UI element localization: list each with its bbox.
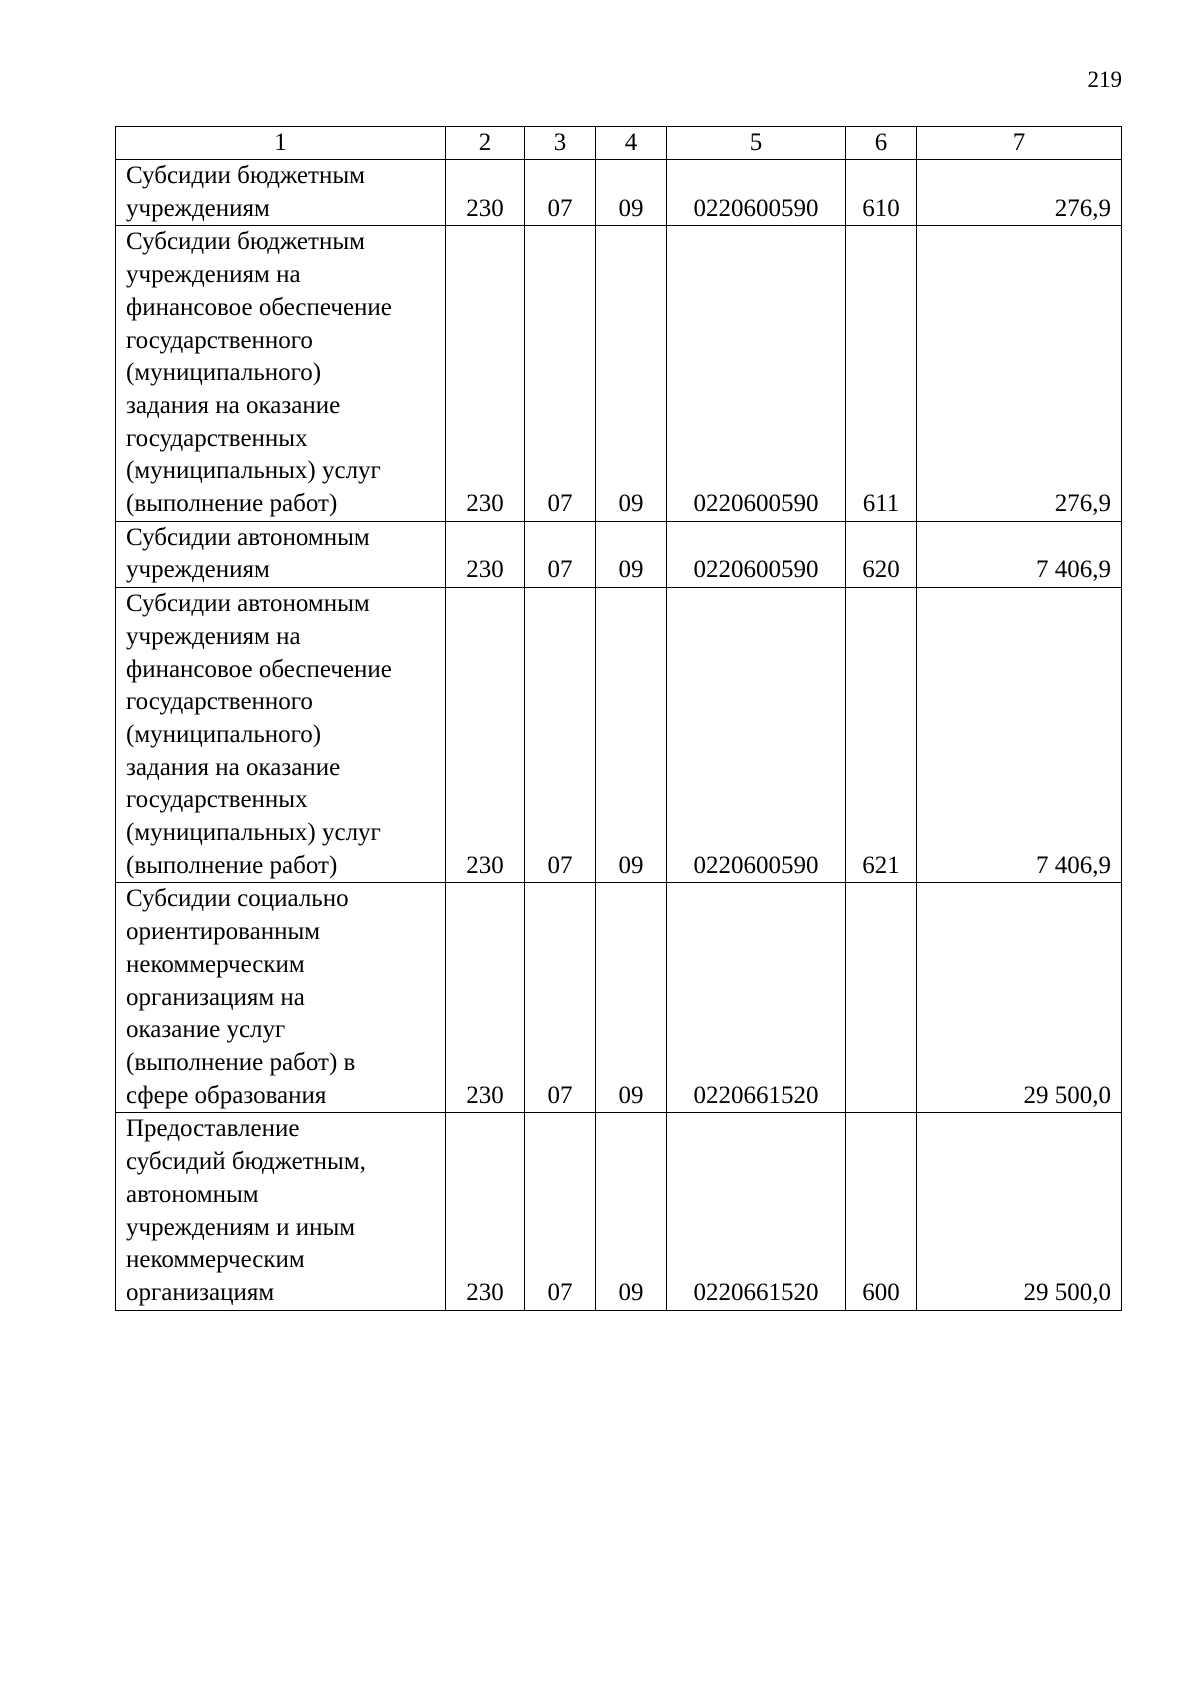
row-name-line: финансовое обеспечение xyxy=(126,293,392,321)
target-article-cell: 0220661520 xyxy=(667,1113,846,1310)
subsection-cell: 09 xyxy=(596,160,667,226)
target-article-cell: 0220600590 xyxy=(667,226,846,521)
row-name-line: организациям xyxy=(126,1278,275,1306)
subsection-cell: 09 xyxy=(596,1113,667,1310)
row-name-line: Субсидии автономным xyxy=(126,523,370,551)
row-name-line: учреждениям xyxy=(126,556,270,584)
row-name-line: Предоставление xyxy=(126,1115,300,1143)
row-name-line: учреждениям на xyxy=(126,622,301,650)
expense-type-cell: 621 xyxy=(846,588,917,883)
header-cell: 4 xyxy=(596,127,667,160)
row-name-line: (выполнение работ) xyxy=(126,490,338,518)
expense-type-cell: 620 xyxy=(846,521,917,587)
row-name-line: учреждениям xyxy=(126,194,270,222)
row-name-line: задания на оказание xyxy=(126,391,341,419)
section-cell: 07 xyxy=(525,521,596,587)
amount-cell: 7 406,9 xyxy=(917,588,1122,883)
row-name-line: (муниципального) xyxy=(126,720,322,748)
section-cell: 07 xyxy=(525,160,596,226)
row-name-line: автономным xyxy=(126,1180,259,1208)
row-name-line: государственных xyxy=(126,424,308,452)
header-cell: 7 xyxy=(917,127,1122,160)
row-name-line: Субсидии социально xyxy=(126,885,349,913)
section-cell: 07 xyxy=(525,588,596,883)
subsection-cell: 09 xyxy=(596,588,667,883)
table-row xyxy=(116,1113,1122,1310)
code-cell: 230 xyxy=(446,521,525,587)
row-name-line: некоммерческим xyxy=(126,1246,305,1274)
row-name-line: Субсидии бюджетным xyxy=(126,162,365,189)
row-name-cell xyxy=(116,883,446,1113)
row-name-line: учреждениям на xyxy=(126,261,301,289)
amount-cell: 29 500,0 xyxy=(917,883,1122,1113)
target-article-cell: 0220661520 xyxy=(667,883,846,1113)
header-cell: 5 xyxy=(667,127,846,160)
row-name-line: сфере образования xyxy=(126,1081,327,1109)
expense-type-cell: 611 xyxy=(846,226,917,521)
header-cell: 3 xyxy=(525,127,596,160)
table-row xyxy=(116,521,1122,587)
target-article-cell: 0220600590 xyxy=(667,521,846,587)
row-name-line: Субсидии бюджетным xyxy=(126,228,365,256)
section-cell: 07 xyxy=(525,1113,596,1310)
header-cell: 6 xyxy=(846,127,917,160)
row-name-line: задания на оказание xyxy=(126,753,341,781)
section-cell: 07 xyxy=(525,883,596,1113)
subsection-cell: 09 xyxy=(596,521,667,587)
row-name-cell xyxy=(116,226,446,521)
table-row xyxy=(116,160,1122,226)
code-cell: 230 xyxy=(446,160,525,226)
subsection-cell: 09 xyxy=(596,883,667,1113)
row-name-line: государственных xyxy=(126,786,308,814)
target-article-cell: 0220600590 xyxy=(667,588,846,883)
row-name-cell xyxy=(116,1113,446,1310)
expense-type-cell xyxy=(846,883,917,1113)
row-name-line: учреждениям и иным xyxy=(126,1213,356,1241)
target-article-cell: 0220600590 xyxy=(667,160,846,226)
row-name-line: ориентированным xyxy=(126,918,321,946)
row-name-line: финансовое обеспечение xyxy=(126,655,392,683)
header-cell: 2 xyxy=(446,127,525,160)
row-name-cell xyxy=(116,160,446,226)
row-name-line: государственного xyxy=(126,326,313,354)
code-cell: 230 xyxy=(446,588,525,883)
row-name-line: субсидий бюджетным, xyxy=(126,1148,366,1176)
header-cell: 1 xyxy=(116,127,446,160)
row-name-line: некоммерческим xyxy=(126,950,305,978)
amount-cell: 7 406,9 xyxy=(917,521,1122,587)
amount-cell: 276,9 xyxy=(917,160,1122,226)
table-header-row xyxy=(116,127,1122,160)
row-name-cell xyxy=(116,521,446,587)
amount-cell: 29 500,0 xyxy=(917,1113,1122,1310)
expense-type-cell: 610 xyxy=(846,160,917,226)
row-name-line: (выполнение работ) xyxy=(126,851,338,879)
row-name-line: (выполнение работ) в xyxy=(126,1048,356,1076)
amount-cell: 276,9 xyxy=(917,226,1122,521)
table-row xyxy=(116,883,1122,1113)
row-name-line: (муниципальных) услуг xyxy=(126,819,381,847)
table-row xyxy=(116,588,1122,883)
code-cell: 230 xyxy=(446,1113,525,1310)
row-name-line: (муниципальных) услуг xyxy=(126,457,381,485)
row-name-line: организациям на xyxy=(126,983,305,1011)
row-name-line: оказание услуг xyxy=(126,1016,286,1044)
row-name-line: (муниципального) xyxy=(126,359,322,387)
row-name-line: государственного xyxy=(126,688,313,716)
subsection-cell: 09 xyxy=(596,226,667,521)
code-cell: 230 xyxy=(446,883,525,1113)
row-name-cell xyxy=(116,588,446,883)
section-cell: 07 xyxy=(525,226,596,521)
code-cell: 230 xyxy=(446,226,525,521)
budget-table xyxy=(115,126,1122,1311)
table-body xyxy=(116,127,1122,1311)
page-number: 219 xyxy=(1087,67,1122,92)
row-name-line: Субсидии автономным xyxy=(126,590,370,618)
table-row xyxy=(116,226,1122,521)
expense-type-cell: 600 xyxy=(846,1113,917,1310)
